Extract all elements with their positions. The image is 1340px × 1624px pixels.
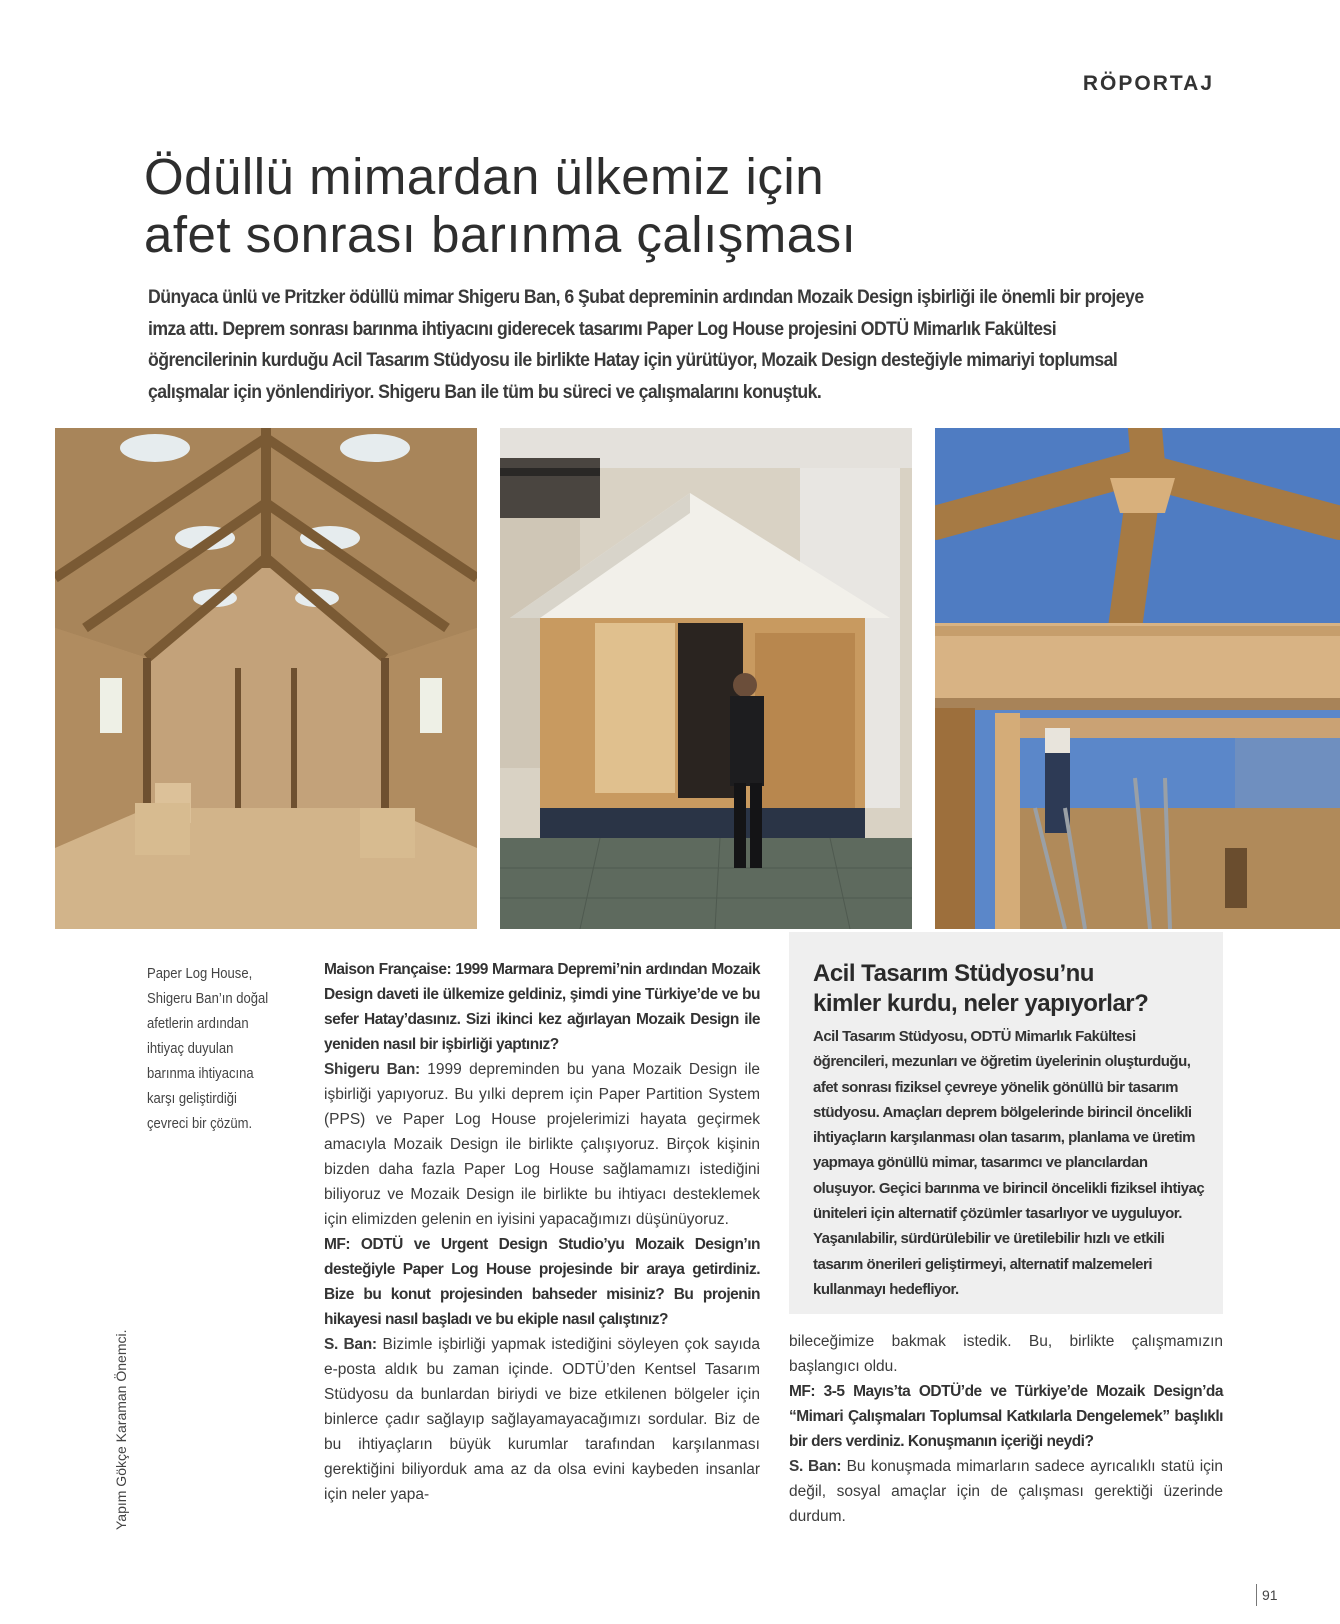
- question-1: Maison Française: 1999 Marmara Depremi’nin ardından Mozaik Design daveti ile ülkemize geldiniz, şimdi yine Türkiye’de ve bu sefer Hatay’dasınız. Sizi ikinci kez ağırlayan Mozaik Design ile yeniden nasıl bir işbirliği yaptınız?: [324, 961, 760, 1053]
- photo-construction: [935, 428, 1340, 929]
- answer-2: [324, 1332, 760, 1507]
- photo-credit: Yapım Gökçe Karaman Önemci.: [113, 1329, 129, 1530]
- answer-2-continued: bileceğimize bakmak istedik. Bu, birlikte çalışmamızın başlangıcı oldu.: [789, 1333, 1223, 1375]
- sidebar-body: Acil Tasarım Stüdyosu, ODTÜ Mimarlık Fakültesi öğrencileri, mezunları ve öğretim üyelerinin oluşturduğu, afet sonrası fiziksel çevreye yönelik gönüllü bir tasarım stüdyosu. Amaçları deprem bölgelerinde birincil öncelikli ihtiyaçların karşılanması olan tasarım, planlama ve üretim yapmaya gönüllü mimar, tasarımcı ve plancılardan oluşuyor. Geçici barınma ve birincil öncelikli fiziksel ihtiyaç üniteleri için alternatif çözümler tasarlıyor ve uyguluyor. Yaşanılabilir, sürdürülebilir ve üretilebilir hızlı ve etkili tasarım önerileri geliştirmeyi, alternatif malzemeleri kullanmayı hedefliyor.: [813, 1028, 1205, 1298]
- answer-1: [324, 1057, 760, 1232]
- article-title: [144, 148, 1204, 264]
- interview-column-1: [324, 957, 760, 1507]
- title-line-1: Ödüllü mimardan ülkemiz için: [144, 148, 825, 205]
- sidebar-box: [789, 932, 1223, 1314]
- question-2: MF: ODTÜ ve Urgent Design Studio’yu Mozaik Design’ın desteğiyle Paper Log House projesinde bir araya getirdiniz. Bize bu konut projesinden bahseder misiniz? Bu projenin hikayesi nasıl başladı ve bu ekiple nasıl çalıştınız?: [324, 1236, 760, 1328]
- lead-paragraph: Dünyaca ünlü ve Pritzker ödüllü mimar Shigeru Ban, 6 Şubat depreminin ardından Mozaik Design işbirliği ile önemli bir projeye imza attı. Deprem sonrası barınma ihtiyacını giderecek tasarımı Paper Log House projesini ODTÜ Mimarlık Fakültesi öğrencilerinin kurduğu Acil Tasarım Stüdyosu ile birlikte Hatay için yürütüyor, Mozaik Design desteğiyle mimariyi toplumsal çalışmalar için yönlendiriyor. Shigeru Ban ile tüm bu süreci ve çalışmalarını konuştuk.: [148, 287, 1144, 403]
- section-label: RÖPORTAJ: [1082, 72, 1214, 95]
- answer-3-speaker: S. Ban:: [789, 1458, 842, 1475]
- answer-2-speaker: S. Ban:: [324, 1336, 377, 1353]
- sidebar-title-line-2: kimler kurdu, neler yapıyorlar?: [813, 990, 1149, 1017]
- answer-3: [789, 1454, 1223, 1529]
- photo-interior: [55, 428, 477, 929]
- sidebar-title: [813, 959, 1213, 1019]
- sidebar-title-line-1: Acil Tasarım Stüdyosu’nu: [813, 960, 1094, 987]
- answer-2-text: Bizimle işbirliği yapmak istediğini söyleyen çok sayıda e-posta aldık bu zaman içinde. ODTÜ’den Kentsel Tasarım Stüdyosu da bunlardan biriydi ve bize etkilenen bölgeler için binlerce çadır sağlayıp sağlayamayacağımızı sordular. Biz de bu ihtiyaçların büyük kurumlar tarafından karşılanması gerektiğini biliyorduk ama az da olsa evini kaybeden insanlar için neler yapa-: [324, 1336, 761, 1503]
- photo-caption: Paper Log House, Shigeru Ban’ın doğal afetlerin ardından ihtiyaç duyulan barınma ihtiyacına karşı geliştirdiği çevreci bir çözüm.: [147, 966, 269, 1132]
- question-3: MF: 3-5 Mayıs’ta ODTÜ’de ve Türkiye’de Mozaik Design’da “Mimari Çalışmaları Toplumsal Katkılarla Dengelemek” başlıklı bir ders verdiniz. Konuşmanın içeriği neydi?: [789, 1383, 1223, 1450]
- answer-1-text: 1999 depreminden bu yana Mozaik Design ile işbirliği yapıyoruz. Bu yılki deprem için Paper Partition System (PPS) ve Paper Log House projelerimizi hayata geçirmek amacıyla Mozaik Design ile birlikte çalışıyoruz. Birçok kişinin bizden daha fazla Paper Log House sağlamamızı istediğini biliyoruz ve Mozaik Design ile birlikte bu ihtiyacı desteklemek için elimizden gelenin en iyisini yapacağımızı düşünüyoruz.: [324, 1061, 761, 1228]
- title-line-2: afet sonrası barınma çalışması: [144, 206, 857, 263]
- page-number: 91: [1256, 1584, 1278, 1606]
- answer-3-text: Bu konuşmada mimarların sadece ayrıcalıklı statü için değil, sosyal amaçlar için de çalışması gerektiği üzerinde durdum.: [789, 1458, 1223, 1525]
- interview-column-2: [789, 1329, 1223, 1529]
- answer-1-speaker: Shigeru Ban:: [324, 1061, 420, 1078]
- photo-architect: [500, 428, 912, 929]
